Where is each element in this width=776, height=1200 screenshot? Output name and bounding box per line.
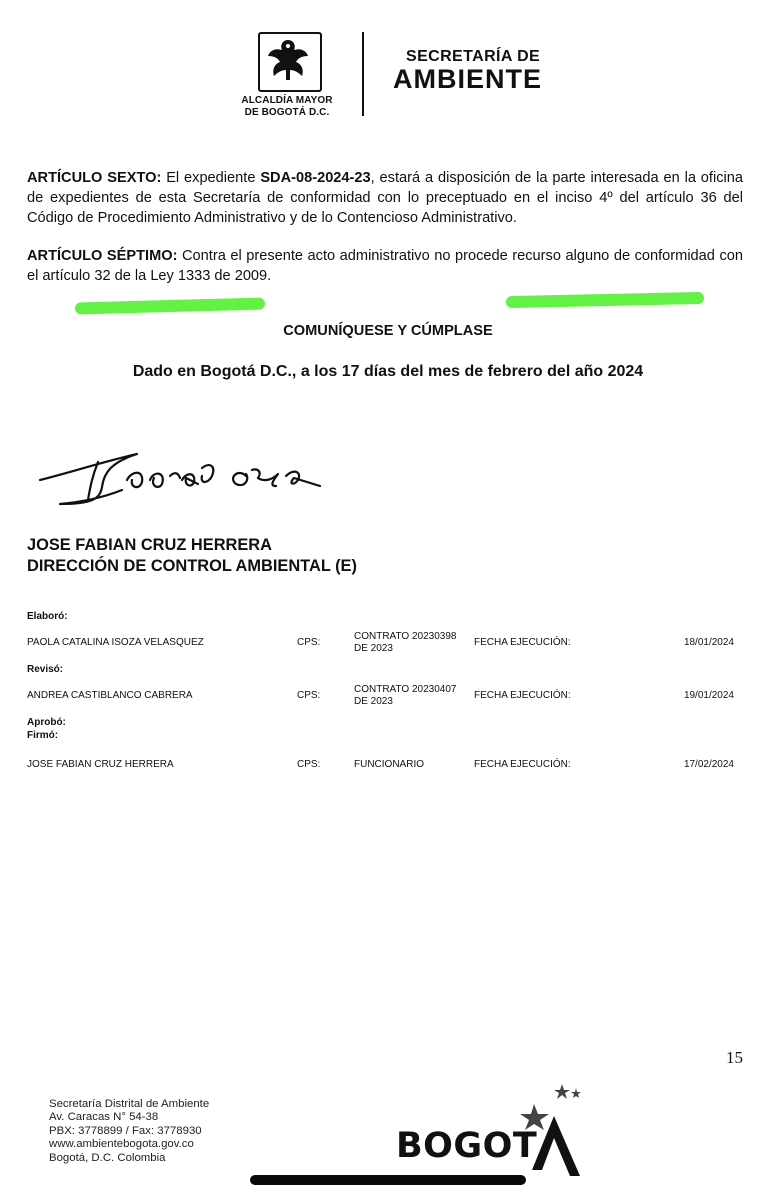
signatory-role: DIRECCIÓN DE CONTROL AMBIENTAL (E) [27, 557, 357, 575]
articulo-septimo-label: ARTÍCULO SÉPTIMO: [27, 248, 178, 264]
alcaldia-caption [222, 95, 352, 119]
table-row-3-name: JOSE FABIAN CRUZ HERRERA [27, 759, 174, 770]
table-row-2-cps: CPS: [297, 690, 321, 701]
firmo-label: Firmó: [27, 730, 59, 741]
alcaldia-line-2: DE BOGOTÁ D.C. [244, 107, 330, 118]
articulo-sexto-label: ARTÍCULO SEXTO: [27, 170, 162, 186]
table-row-3-fecha-label: FECHA EJECUCIÓN: [474, 759, 571, 770]
footer-line-1: Secretaría Distrital de Ambiente [49, 1098, 210, 1110]
footer-line-4: www.ambientebogota.gov.co [49, 1138, 194, 1151]
table-row-3-date: 17/02/2024 [683, 759, 734, 770]
table-row-2-contract-line-1: CONTRATO 20230407 [354, 684, 457, 695]
table-row-1-cps: CPS: [297, 637, 321, 648]
articulo-sexto-paragraph [27, 168, 743, 228]
articulo-sexto-text-before: El expediente [161, 170, 261, 186]
home-indicator-bar[interactable] [250, 1175, 526, 1185]
table-row-1-name: PAOLA CATALINA ISOZA VELASQUEZ [27, 637, 204, 648]
secretaria-line-1: SECRETARÍA DE [406, 48, 541, 65]
table-row-2-contract [354, 684, 469, 708]
dado-en-line: Dado en Bogotá D.C., a los 17 días del mes de febrero del año 2024 [132, 363, 644, 380]
eagle-crest-icon [260, 34, 316, 86]
alcaldia-line-1: ALCALDÍA MAYOR [241, 95, 333, 106]
aprobo-label: Aprobó: [27, 717, 66, 728]
reviso-label: Revisó: [27, 664, 64, 675]
table-row-1-contract [354, 631, 469, 655]
table-row-1-contract-line-1: CONTRATO 20230398 [354, 631, 457, 642]
table-row-2-name: ANDREA CASTIBLANCO CABRERA [27, 690, 193, 701]
footer-line-5: Bogotá, D.C. Colombia [49, 1151, 166, 1164]
secretaria-line-2: AMBIENTE [393, 64, 542, 94]
handwritten-signature [32, 432, 332, 517]
expediente-number: SDA-08-2024-23 [260, 170, 371, 186]
table-row-1-date: 18/01/2024 [683, 637, 734, 648]
bogota-logo-text: BOGOT [396, 1126, 538, 1166]
footer-line-3: PBX: 3778899 / Fax: 3778930 [49, 1124, 202, 1137]
signatory-name: JOSE FABIAN CRUZ HERRERA [27, 536, 272, 554]
alcaldia-crest-logo [258, 32, 322, 92]
header-divider [362, 32, 364, 116]
comuniquese-heading: COMUNÍQUESE Y CÚMPLASE [283, 323, 493, 339]
table-row-1-contract-line-2: DE 2023 [354, 643, 393, 654]
table-row-3-contract-line-1: FUNCIONARIO [354, 759, 424, 770]
table-row-1-fecha-label: FECHA EJECUCIÓN: [474, 637, 571, 648]
articulo-septimo-paragraph [27, 246, 743, 286]
highlighter-mark-right [506, 292, 704, 308]
articulo-septimo-text: Contra el presente acto administrativo no procede recurso alguno de conformidad con el artículo 32 de la Ley 1333 de 2009. [27, 248, 743, 284]
page-number: 15 [726, 1048, 743, 1067]
articulo-sexto-text-after: , estará a disposición de la parte interesada en la oficina de expedientes de esta Secretaría de conformidad con lo preceptuado en el inciso 4º del artículo 36 del Código de Procedimiento Administrativo y de lo Contencioso Administrativo. [27, 170, 743, 226]
footer-contact [49, 1098, 209, 1165]
footer-line-2: Av. Caracas N° 54-38 [49, 1111, 159, 1124]
highlighter-mark-left [75, 298, 265, 315]
elaboro-label: Elaboró: [27, 611, 68, 622]
table-row-2-date: 19/01/2024 [683, 690, 734, 701]
bogota-star-logo-icon [518, 1080, 584, 1180]
table-row-2-contract-line-2: DE 2023 [354, 696, 393, 707]
table-row-2-fecha-label: FECHA EJECUCIÓN: [474, 690, 571, 701]
table-row-3-cps: CPS: [297, 759, 321, 770]
table-row-3-contract [354, 759, 469, 771]
